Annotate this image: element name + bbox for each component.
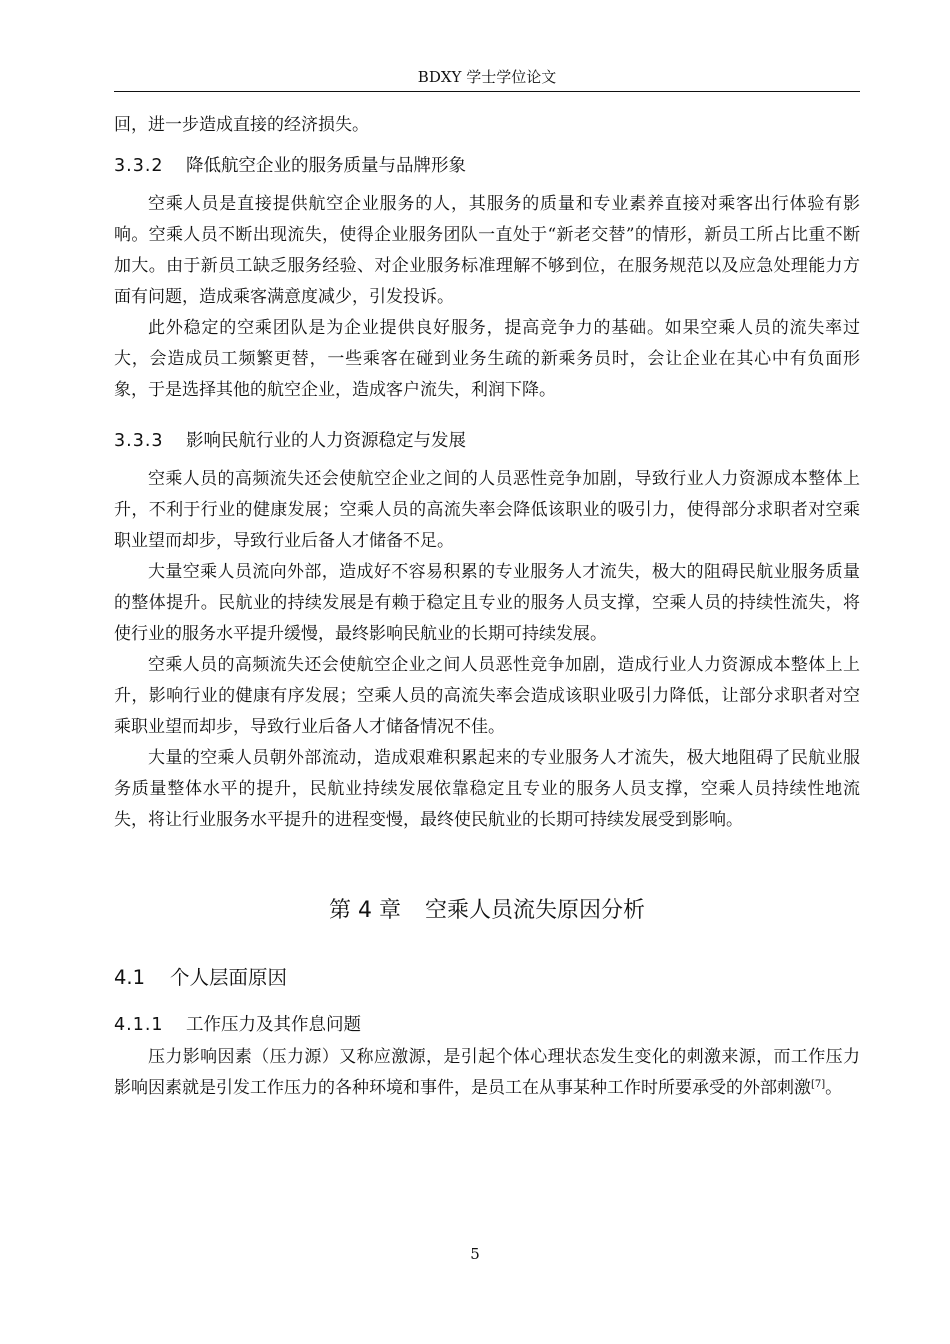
chapter-number: 第 4 章 bbox=[329, 898, 401, 923]
paragraph: 大量的空乘人员朝外部流动，造成艰难积累起来的专业服务人才流失，极大地阻碍了民航业服务质量整体水平的提升，民航业持续发展依靠稳定且专业的服务人员支撑，空乘人员持续性地流失，将让行业服务水平提升的进程变慢，最终使民航业的长期可持续发展受到影响。 bbox=[114, 748, 860, 830]
citation-reference[interactable]: [7] bbox=[811, 1079, 826, 1090]
paragraph-end: 。 bbox=[825, 1078, 843, 1098]
running-header: BDXY 学士学位论文 bbox=[417, 68, 557, 86]
paragraph bbox=[114, 1042, 860, 1104]
section-title: 影响民航行业的人力资源稳定与发展 bbox=[186, 431, 466, 451]
header-rule bbox=[114, 91, 860, 92]
paragraph: 空乘人员的高频流失还会使航空企业之间的人员恶性竞争加剧，导致行业人力资源成本整体上升，不利于行业的健康发展；空乘人员的高流失率会降低该职业的吸引力，使得部分求职者对空乘职业望而却步，导致行业后备人才储备不足。 bbox=[114, 469, 860, 551]
section-heading-3-3-2 bbox=[114, 151, 860, 181]
section-number: 3.3.2 bbox=[114, 156, 164, 176]
section-heading-3-3-3 bbox=[114, 426, 860, 456]
page-number: 5 bbox=[470, 1245, 480, 1263]
chapter-heading bbox=[114, 894, 860, 928]
continued-text: 回，进一步造成直接的经济损失。 bbox=[114, 115, 369, 135]
paragraph: 空乘人员的高频流失还会使航空企业之间人员恶性竞争加剧，造成行业人力资源成本整体上上升，影响行业的健康有序发展；空乘人员的高流失率会造成该职业吸引力降低，让部分求职者对空乘职业望而却步，导致行业后备人才储备情况不佳。 bbox=[114, 655, 860, 737]
section-heading-4-1 bbox=[114, 962, 860, 994]
section-heading-4-1-1 bbox=[114, 1010, 860, 1040]
paragraph: 空乘人员是直接提供航空企业服务的人，其服务的质量和专业素养直接对乘客出行体验有影响。空乘人员不断出现流失，使得企业服务团队一直处于“新老交替”的情形，新员工所占比重不断加大。由于新员工缺乏服务经验、对企业服务标准理解不够到位，在服务规范以及应急处理能力方面有问题，造成乘客满意度减少，引发投诉。 bbox=[114, 194, 860, 307]
paragraph-text: 压力影响因素（压力源）又称应激源，是引起个体心理状态发生变化的刺激来源，而工作压力影响因素就是引发工作压力的各种环境和事件，是员工在从事某种工作时所要承受的外部刺激 bbox=[114, 1047, 860, 1098]
section-title: 工作压力及其作息问题 bbox=[186, 1015, 361, 1035]
paragraph: 大量空乘人员流向外部，造成好不容易积累的专业服务人才流失，极大的阻碍民航业服务质量的整体提升。民航业的持续发展是有赖于稳定且专业的服务人员支撑，空乘人员的持续性流失，将使行业的服务水平提升缓慢，最终影响民航业的长期可持续发展。 bbox=[114, 562, 860, 644]
chapter-title: 空乘人员流失原因分析 bbox=[424, 898, 645, 923]
section-number: 4.1 bbox=[114, 966, 146, 989]
section-title: 降低航空企业的服务质量与品牌形象 bbox=[186, 156, 466, 176]
paragraph: 此外稳定的空乘团队是为企业提供良好服务，提高竞争力的基础。如果空乘人员的流失率过大，会造成员工频繁更替，一些乘客在碰到业务生疏的新乘务员时，会让企业在其心中有负面形象，于是选择其他的航空企业，造成客户流失，利润下降。 bbox=[114, 318, 860, 400]
body-content bbox=[114, 110, 860, 1104]
section-title: 个人层面原因 bbox=[170, 966, 288, 989]
section-number: 4.1.1 bbox=[114, 1015, 164, 1035]
section-number: 3.3.3 bbox=[114, 431, 164, 451]
